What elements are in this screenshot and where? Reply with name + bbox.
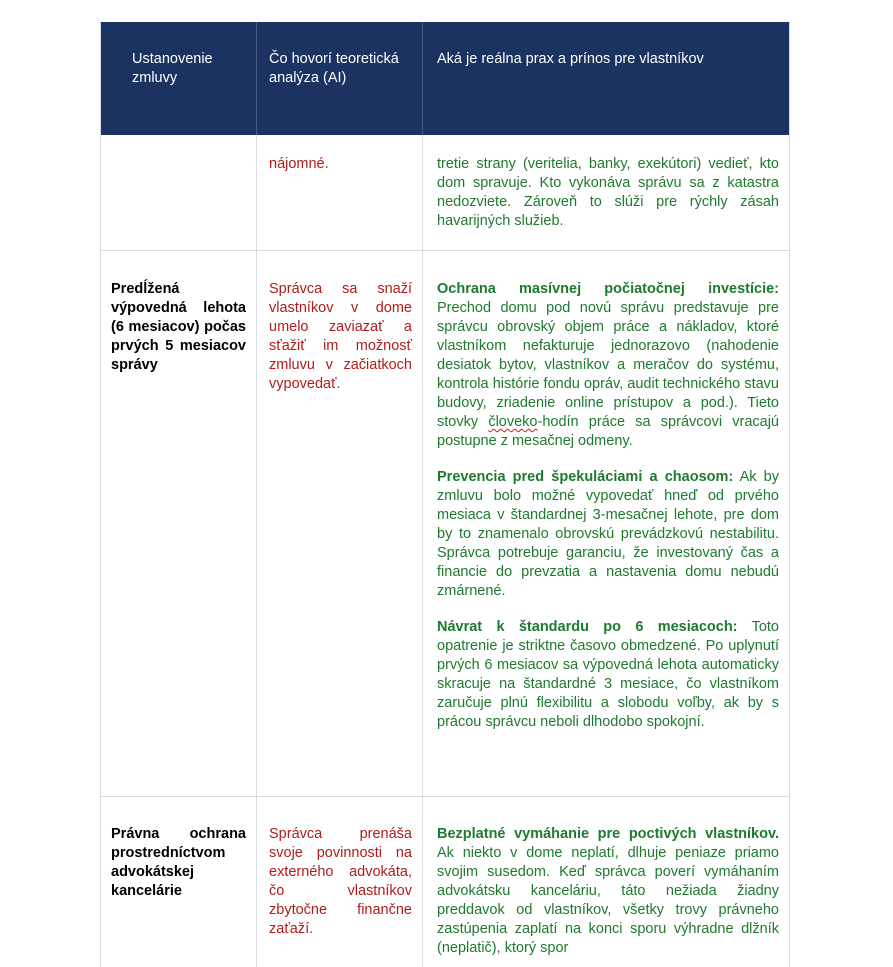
analysis-cell	[257, 135, 423, 250]
header-practice: Aká je reálna prax a prínos pre vlastníkov	[437, 51, 704, 67]
comparison-table	[100, 22, 790, 967]
practice-paragraph: tretie strany (veritelia, banky, exekútori) vedieť, kto dom spravuje. Kto vykonáva správu sa z katastra nedozviete. Zároveň to slúži pre rýchly zásah havarijných služieb.	[437, 156, 779, 229]
table-row	[101, 135, 789, 251]
spellcheck-word: človeko	[488, 414, 538, 430]
analysis-text: Správca prenáša svoje povinnosti na externého advokáta, čo vlastníkov zbytočne finančne zaťaží.	[269, 826, 412, 937]
practice-heading: Návrat k štandardu po 6 mesiacoch:	[437, 619, 738, 635]
provision-cell	[101, 251, 257, 796]
practice-cell	[423, 251, 789, 796]
provision-text: Právna ochrana prostredníctvom advokátskej kancelárie	[111, 826, 246, 899]
practice-paragraph: Bezplatné vymáhanie pre poctivých vlastníkov. Ak niekto v dome neplatí, dlhuje peniaze priamo svojim susedom. Keď správca poverí vymáhaním advokátsku kanceláriu, táto nežiada žiadny preddavok od vlastníkov, všetky trovy právneho zastúpenia zaplatí na konci sporu výhradne dlžník (neplatič), ktorý spor	[437, 826, 779, 956]
practice-cell	[423, 135, 789, 250]
provision-cell	[101, 797, 257, 967]
analysis-text: Správca sa snaží vlastníkov v dome umelo zaviazať a sťažiť im možnosť zmluvu v začiatkoch vypovedať.	[269, 281, 412, 392]
practice-paragraph: Prevencia pred špekuláciami a chaosom: Ak by zmluvu bolo možné vypovedať hneď od prvého mesiaca v štandardnej 3-mesačnej lehote, pre dom by to znamenalo obrovskú prevádzkovú nestabilitu. Správca potrebuje garanciu, že investovaný čas a financie do prevzatia a nastavenia domu nebudú zmárnené.	[437, 469, 779, 599]
table-row	[101, 251, 789, 797]
practice-heading: Ochrana masívnej počiatočnej investície:	[437, 281, 779, 297]
practice-cell	[423, 797, 789, 967]
analysis-text: nájomné.	[269, 156, 329, 172]
practice-paragraph: Návrat k štandardu po 6 mesiacoch: Toto opatrenie je striktne časovo obmedzené. Po uplynutí prvých 6 mesiacov sa výpovedná lehota automaticky skracuje na štandardné 3 mesiace, čo vlastníkom zaručuje plnú flexibilitu a slobodu voľby, ak by s prácou správcu neboli dlhodobo spokojní.	[437, 619, 779, 730]
provision-text: Predĺžená výpovedná lehota (6 mesiacov) počas prvých 5 mesiacov správy	[111, 281, 246, 373]
analysis-cell	[257, 251, 423, 796]
provision-cell	[101, 135, 257, 250]
practice-paragraph: Ochrana masívnej počiatočnej investície: Prechod domu pod novú správu predstavuje pre správcu obrovský objem práce a nákladov, ktoré vlastníkom nefakturuje jednorazovo (nahodenie desiatok bytov, vlastníkov a meračov do systému, kontrola histórie fondu opráv, audit technického stavu budovy, zriadenie online prístupov a pod.). Tieto stovky človeko-hodín práce sa správcovi vracajú postupne z mesačnej odmeny.	[437, 281, 779, 449]
table-row	[101, 797, 789, 967]
practice-heading: Prevencia pred špekuláciami a chaosom:	[437, 469, 734, 485]
table-header	[101, 22, 789, 135]
header-provision: Ustanovenie zmluvy	[101, 22, 257, 135]
analysis-cell	[257, 797, 423, 967]
practice-heading: Bezplatné vymáhanie pre poctivých vlastníkov.	[437, 826, 779, 842]
header-analysis: Čo hovorí teoretická analýza (AI)	[257, 22, 423, 135]
